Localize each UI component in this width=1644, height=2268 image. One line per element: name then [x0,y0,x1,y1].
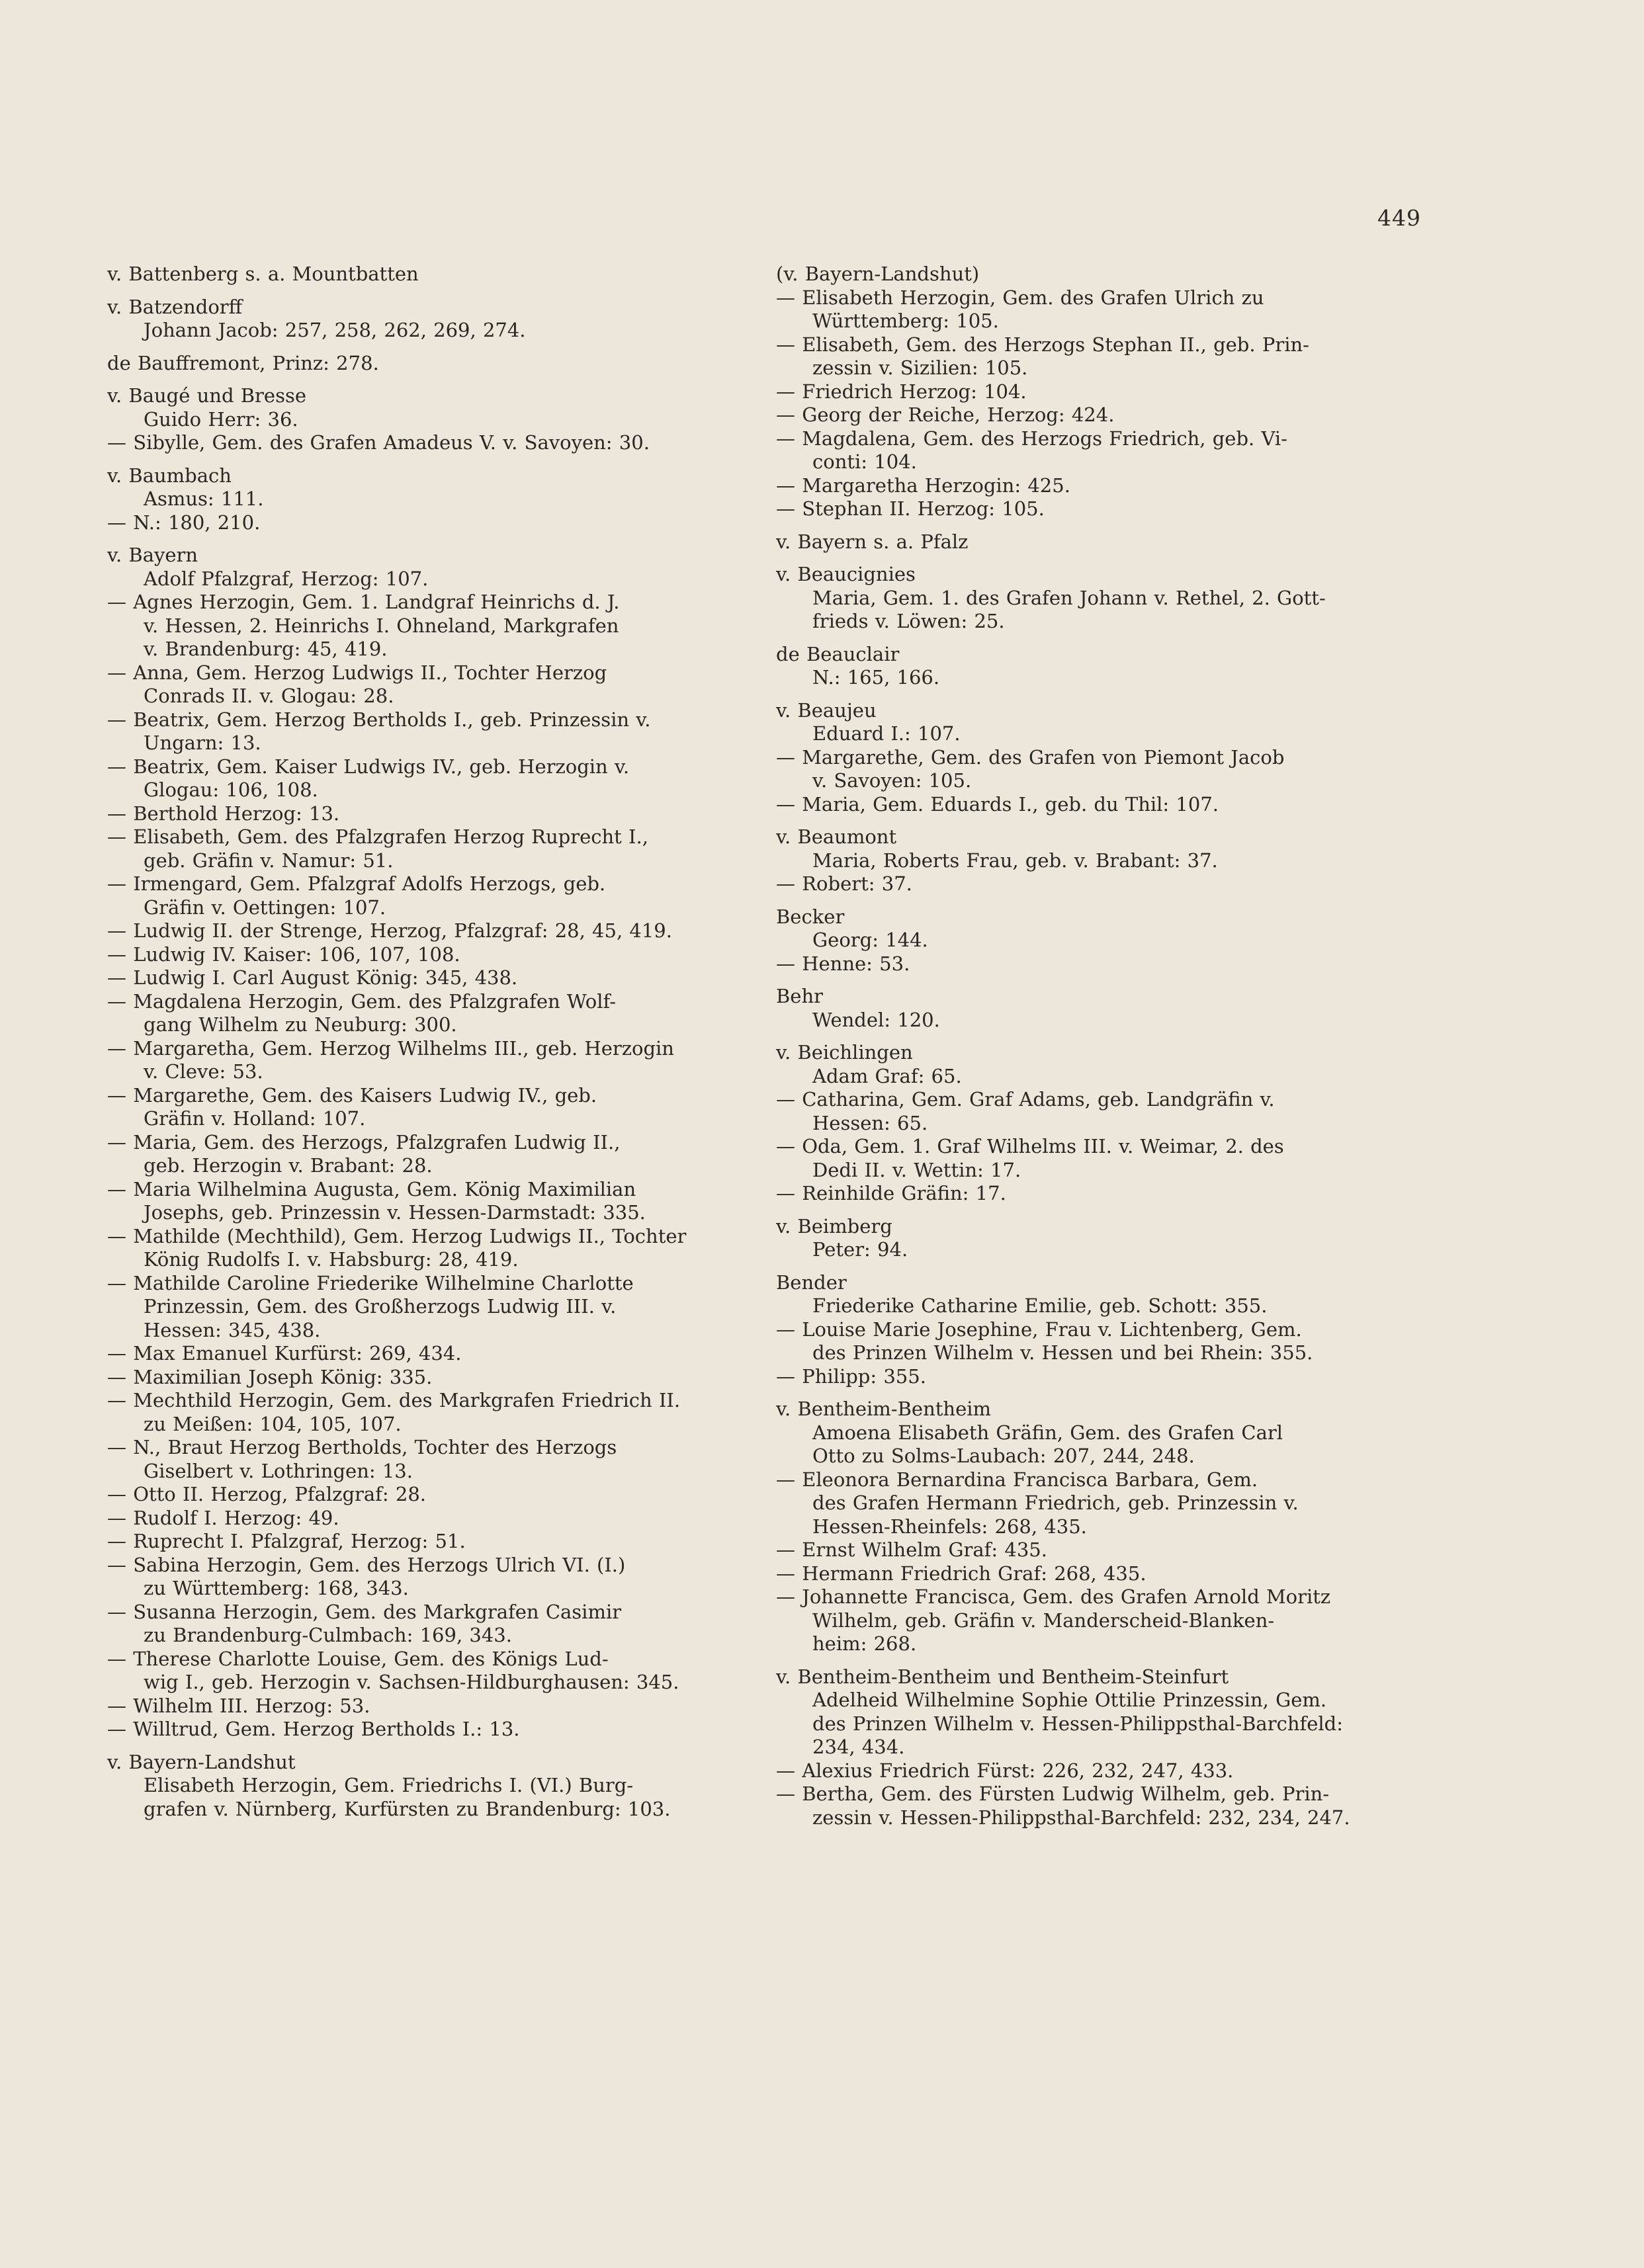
index-line: Hessen: 345, 438. [144,1318,321,1341]
index-line: — Anna, Gem. Herzog Ludwigs II., Tochter Herzog [107,661,607,684]
index-heading: v. Bayern [107,544,198,566]
index-line: — Philipp: 355. [776,1365,926,1388]
index-line: — Beatrix, Gem. Kaiser Ludwigs IV., geb. Herzogin v. [107,755,630,778]
index-line: — Maria, Gem. des Herzogs, Pfalzgrafen Ludwig II., [107,1130,621,1154]
index-heading: Bender [776,1271,847,1294]
index-line: — Elisabeth Herzogin, Gem. des Grafen Ulrich zu [776,286,1264,309]
index-line: — Beatrix, Gem. Herzog Bertholds I., geb. Prinzessin v. [107,708,651,731]
index-line: — Margarethe, Gem. des Grafen von Piemont Jacob [776,745,1285,769]
index-line: — Berthold Herzog: 13. [107,802,340,825]
index-line: — Robert: 37. [776,872,912,895]
index-line: — Mathilde (Mechthild), Gem. Herzog Ludwigs II., Tochter [107,1224,687,1247]
index-line: — Elisabeth, Gem. des Herzogs Stephan II., geb. Prin- [776,333,1309,356]
index-line: Gräfin v. Holland: 107. [144,1107,366,1130]
index-line: — Sabina Herzogin, Gem. des Herzogs Ulrich VI. (I.) [107,1553,626,1576]
index-line: — Friedrich Herzog: 104. [776,380,1027,403]
index-line: — Mechthild Herzogin, Gem. des Markgrafen Friedrich II. [107,1389,681,1411]
index-entry [776,1271,1418,1389]
index-line: — Ludwig I. Carl August König: 345, 438. [107,966,518,989]
index-entry [776,563,1418,634]
index-line: des Prinzen Wilhelm v. Hessen und bei Rhein: 355. [812,1341,1313,1364]
index-line: zessin v. Hessen-Philippsthal-Barchfeld: 232, 234, 247. [812,1806,1350,1829]
index-entry [776,1398,1418,1656]
index-entry [776,1041,1418,1206]
index-heading: v. Beichlingen [776,1041,913,1064]
index-line: N.: 165, 166. [812,666,940,689]
index-line: — Ludwig IV. Kaiser: 106, 107, 108. [107,943,460,966]
index-line: zu Württemberg: 168, 343. [144,1577,409,1599]
index-column-right [776,263,1418,1839]
index-heading: v. Batzendorff [107,295,243,318]
index-line: Otto zu Solms-Laubach: 207, 244, 248. [812,1445,1195,1467]
index-line: Guido Herr: 36. [144,407,298,431]
index-entry [776,530,1418,554]
index-line: Giselbert v. Lothringen: 13. [144,1459,413,1482]
index-heading: v. Baumbach [107,464,232,487]
index-entry [107,544,749,1742]
index-entry [107,352,749,376]
index-line: — Eleonora Bernardina Francisca Barbara, Gem. [776,1468,1258,1491]
index-entry [776,643,1418,690]
index-line: Conrads II. v. Glogau: 28. [144,685,394,707]
index-line: — Alexius Friedrich Fürst: 226, 232, 247, 433. [776,1759,1234,1782]
index-line: — Max Emanuel Kurfürst: 269, 434. [107,1342,462,1365]
index-line: v. Hessen, 2. Heinrichs I. Ohneland, Markgrafen [144,614,619,637]
index-line: Hessen: 65. [812,1111,928,1134]
index-entry [107,263,749,286]
index-line: grafen v. Nürnberg, Kurfürsten zu Brandenburg: 103. [144,1797,671,1820]
index-heading: v. Beaujeu [776,698,877,722]
index-line: — Maria Wilhelmina Augusta, Gem. König Maximilian [107,1177,636,1200]
index-entry [107,384,749,455]
index-line: v. Savoyen: 105. [812,769,972,792]
index-line: Adam Graf: 65. [812,1064,962,1087]
index-line: Georg: 144. [812,929,928,951]
index-line: heim: 268. [812,1632,917,1655]
index-line: — Otto II. Herzog, Pfalzgraf: 28. [107,1483,427,1505]
index-heading: v. Baugé und Bresse [107,384,307,407]
index-line: Maria, Roberts Frau, geb. v. Brabant: 37. [812,849,1218,872]
index-line: — Johannette Francisca, Gem. des Grafen Arnold Moritz [776,1585,1331,1608]
index-heading: v. Beaucignies [776,563,916,585]
index-line: Maria, Gem. 1. des Grafen Johann v. Rethel, 2. Gott- [812,586,1326,609]
index-entry [776,985,1418,1032]
index-heading: v. Beaumont [776,825,897,848]
index-line: — Henne: 53. [776,952,910,975]
index-line: — Therese Charlotte Louise, Gem. des Königs Lud- [107,1647,609,1670]
index-line: frieds v. Löwen: 25. [812,610,1005,632]
index-line: Amoena Elisabeth Gräfin, Gem. des Grafen Carl [812,1421,1283,1444]
index-line: v. Cleve: 53. [144,1060,263,1083]
index-heading: (v. Bayern-Landshut) [776,263,980,285]
index-line: — Rudolf I. Herzog: 49. [107,1506,339,1529]
index-column-left [107,263,749,1830]
index-line: — Bertha, Gem. des Fürsten Ludwig Wilhelm, geb. Prin- [776,1783,1330,1805]
index-line: Asmus: 111. [144,487,264,510]
index-line: gang Wilhelm zu Neuburg: 300. [144,1013,457,1036]
index-line: zu Brandenburg-Culmbach: 169, 343. [144,1624,512,1646]
index-line: — Stephan II. Herzog: 105. [776,497,1045,520]
index-line: Ungarn: 13. [144,732,261,754]
index-line: v. Brandenburg: 45, 419. [144,638,388,660]
index-heading: v. Bayern s. a. Pfalz [776,530,969,553]
index-heading: Becker [776,905,845,928]
index-heading: de Beauclair [776,642,900,665]
index-entry [776,699,1418,817]
index-line: Peter: 94. [812,1238,908,1261]
index-line: — Margaretha Herzogin: 425. [776,474,1070,497]
index-heading: v. Bentheim-Bentheim und Bentheim-Steinfurt [776,1665,1229,1688]
index-line: — Reinhilde Gräfin: 17. [776,1182,1006,1204]
index-line: — Oda, Gem. 1. Graf Wilhelms III. v. Weimar, 2. des [776,1135,1284,1157]
index-line: wig I., geb. Herzogin v. Sachsen-Hildburghausen: 345. [144,1671,679,1693]
index-line: Wendel: 120. [812,1008,940,1031]
index-line: — Margarethe, Gem. des Kaisers Ludwig IV., geb. [107,1083,597,1107]
index-line: — Willtrud, Gem. Herzog Bertholds I.: 13. [107,1718,520,1740]
index-line: — Maximilian Joseph König: 335. [107,1365,433,1388]
index-line: — Georg der Reiche, Herzog: 424. [776,403,1115,426]
index-line: — Catharina, Gem. Graf Adams, geb. Landgräfin v. [776,1088,1275,1111]
index-line: geb. Herzogin v. Brabant: 28. [144,1154,433,1177]
index-entry [776,825,1418,896]
index-line: — N., Braut Herzog Bertholds, Tochter des Herzogs [107,1436,617,1458]
index-line: — Ruprecht I. Pfalzgraf, Herzog: 51. [107,1530,466,1552]
index-line: des Grafen Hermann Friedrich, geb. Prinzessin v. [812,1491,1299,1514]
index-line: Josephs, geb. Prinzessin v. Hessen-Darmstadt: 335. [144,1201,646,1224]
index-line: — Louise Marie Josephine, Frau v. Lichtenberg, Gem. [776,1318,1302,1341]
index-line: 234, 434. [812,1736,905,1758]
index-line: Eduard I.: 107. [812,722,961,745]
index-line: — N.: 180, 210. [107,511,261,534]
page-number: 449 [1377,205,1421,231]
index-line: — Margaretha, Gem. Herzog Wilhelms III., geb. Herzogin [107,1036,674,1060]
index-line: Prinzessin, Gem. des Großherzogs Ludwig III. v. [144,1295,617,1318]
index-line: — Mathilde Caroline Friederike Wilhelmine Charlotte [107,1271,634,1294]
index-line: Württemberg: 105. [812,310,999,332]
index-heading: Behr [776,985,824,1007]
index-line: Wilhelm, geb. Gräfin v. Manderscheid-Blanken- [812,1609,1275,1632]
index-line: Glogau: 106, 108. [144,778,318,801]
index-entry [776,263,1418,521]
index-entry [776,1665,1418,1830]
index-line: — Ernst Wilhelm Graf: 435. [776,1538,1047,1561]
index-entry [776,905,1418,976]
index-entry [776,1215,1418,1262]
index-line: — Agnes Herzogin, Gem. 1. Landgraf Heinrichs d. J. [107,591,620,613]
index-entry [107,1751,749,1822]
index-heading: v. Battenberg s. a. Mountbatten [107,263,419,285]
index-line: geb. Gräfin v. Namur: 51. [144,849,394,872]
index-line: — Hermann Friedrich Graf: 268, 435. [776,1562,1146,1585]
index-line: — Elisabeth, Gem. des Pfalzgrafen Herzog Ruprecht I., [107,825,648,848]
index-line: — Maria, Gem. Eduards I., geb. du Thil: 107. [776,792,1219,816]
index-line: des Prinzen Wilhelm v. Hessen-Philippsthal-Barchfeld: [812,1712,1344,1735]
index-line: — Susanna Herzogin, Gem. des Markgrafen Casimir [107,1600,622,1623]
index-line: — Irmengard, Gem. Pfalzgraf Adolfs Herzogs, geb. [107,872,606,895]
index-line: — Magdalena Herzogin, Gem. des Pfalzgrafen Wolf- [107,989,617,1013]
index-line: — Magdalena, Gem. des Herzogs Friedrich, geb. Vi- [776,427,1287,450]
index-heading: v. Bayern-Landshut [107,1750,296,1773]
index-heading: v. Bentheim-Bentheim [776,1398,992,1420]
index-line: Elisabeth Herzogin, Gem. Friedrichs I. (VI.) Burg- [144,1774,634,1796]
index-line: zessin v. Sizilien: 105. [812,357,1028,379]
index-line: Gräfin v. Oettingen: 107. [144,896,386,919]
index-line: Adelheid Wilhelmine Sophie Ottilie Prinzessin, Gem. [812,1689,1327,1711]
index-line: — Wilhelm III. Herzog: 53. [107,1694,370,1717]
index-line: Hessen-Rheinfels: 268, 435. [812,1515,1087,1538]
index-line: Friederike Catharine Emilie, geb. Schott: 355. [812,1294,1268,1317]
index-line: Adolf Pfalzgraf, Herzog: 107. [144,567,429,590]
index-entry [107,296,749,343]
index-entry [107,464,749,535]
index-line: — Ludwig II. der Strenge, Herzog, Pfalzgraf: 28, 45, 419. [107,919,672,942]
index-line: Dedi II. v. Wettin: 17. [812,1158,1021,1181]
index-heading: de Bauffremont, Prinz: 278. [107,351,379,374]
index-line: zu Meißen: 104, 105, 107. [144,1412,402,1435]
index-line: conti: 104. [812,450,917,473]
index-line: Johann Jacob: 257, 258, 262, 269, 274. [144,319,526,341]
index-heading: v. Beimberg [776,1214,892,1238]
index-line: — Sibylle, Gem. des Grafen Amadeus V. v. Savoyen: 30. [107,431,650,454]
index-line: König Rudolfs I. v. Habsburg: 28, 419. [144,1248,519,1271]
